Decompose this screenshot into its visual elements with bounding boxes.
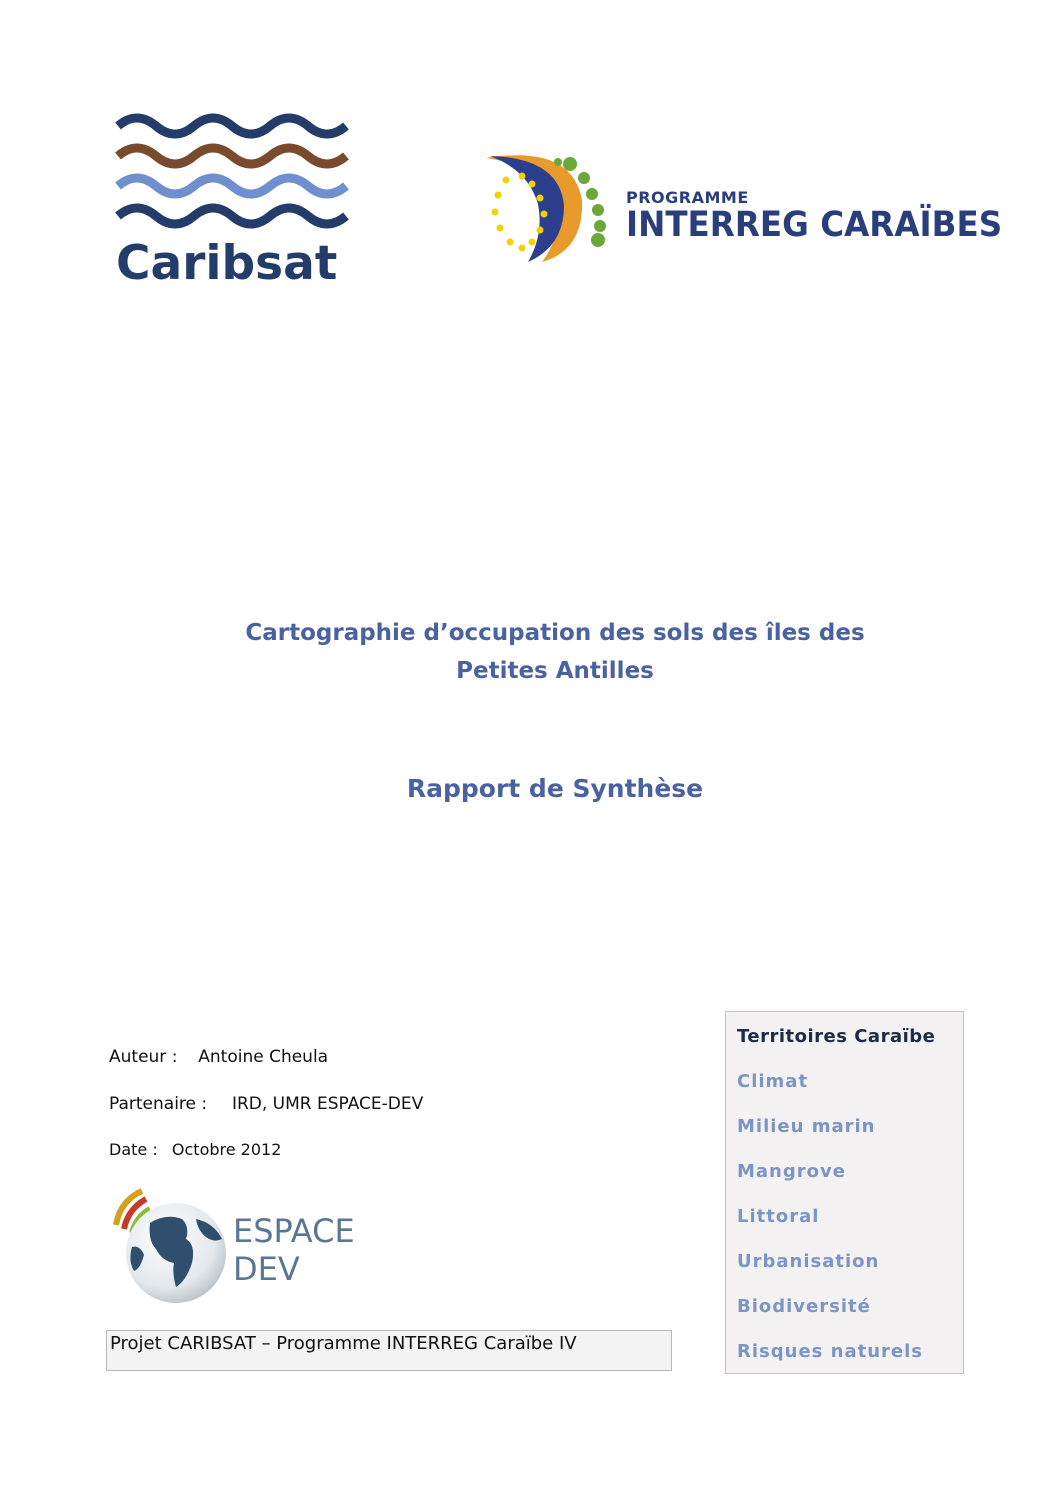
- partner-line: [109, 1094, 423, 1114]
- project-footer-text: Projet CARIBSAT – Programme INTERREG Caraïbe IV: [110, 1333, 577, 1354]
- document-title-line2: Petites Antilles: [456, 658, 654, 684]
- territory-item-mangrove[interactable]: Mangrove: [737, 1161, 846, 1182]
- author-line: [109, 1047, 328, 1067]
- partner-value: IRD, UMR ESPACE-DEV: [231, 1094, 424, 1114]
- caribsat-wordmark: Caribsat: [116, 236, 338, 291]
- author-label: Auteur :: [109, 1047, 178, 1067]
- territory-item-risques-naturels[interactable]: Risques naturels: [737, 1341, 923, 1362]
- territory-item-biodiversite[interactable]: Biodiversité: [737, 1296, 871, 1317]
- caribsat-logo: [112, 112, 356, 294]
- document-subtitle: Rapport de Synthèse: [406, 774, 704, 803]
- territory-item-urbanisation[interactable]: Urbanisation: [737, 1251, 880, 1272]
- interreg-logo: [482, 150, 1003, 275]
- author-value: Antoine Cheula: [198, 1047, 329, 1067]
- territory-item-climat[interactable]: Climat: [737, 1071, 809, 1092]
- interreg-wordmark: INTERREG CARAÏBES: [626, 205, 1003, 245]
- partner-label: Partenaire :: [109, 1094, 208, 1114]
- project-footer-box: [106, 1330, 672, 1371]
- date-value: Octobre 2012: [171, 1140, 282, 1159]
- dev-wordmark: DEV: [233, 1250, 300, 1288]
- globe-icon: [110, 1183, 235, 1308]
- territory-item-littoral[interactable]: Littoral: [737, 1206, 820, 1227]
- eu-stars-icon: [482, 150, 622, 275]
- espace-wordmark: ESPACE: [233, 1212, 355, 1250]
- date-label: Date :: [109, 1140, 158, 1159]
- territories-sidebar: [725, 1011, 964, 1374]
- interreg-programme-label: PROGRAMME: [626, 188, 749, 207]
- date-line: [109, 1140, 281, 1159]
- territories-heading: Territoires Caraïbe: [737, 1026, 936, 1047]
- caribsat-waves-icon: [112, 112, 356, 237]
- espace-dev-logo: [110, 1183, 360, 1308]
- territory-item-milieu-marin[interactable]: Milieu marin: [737, 1116, 876, 1137]
- document-title-line1: Cartographie d’occupation des sols des îles des: [245, 620, 865, 646]
